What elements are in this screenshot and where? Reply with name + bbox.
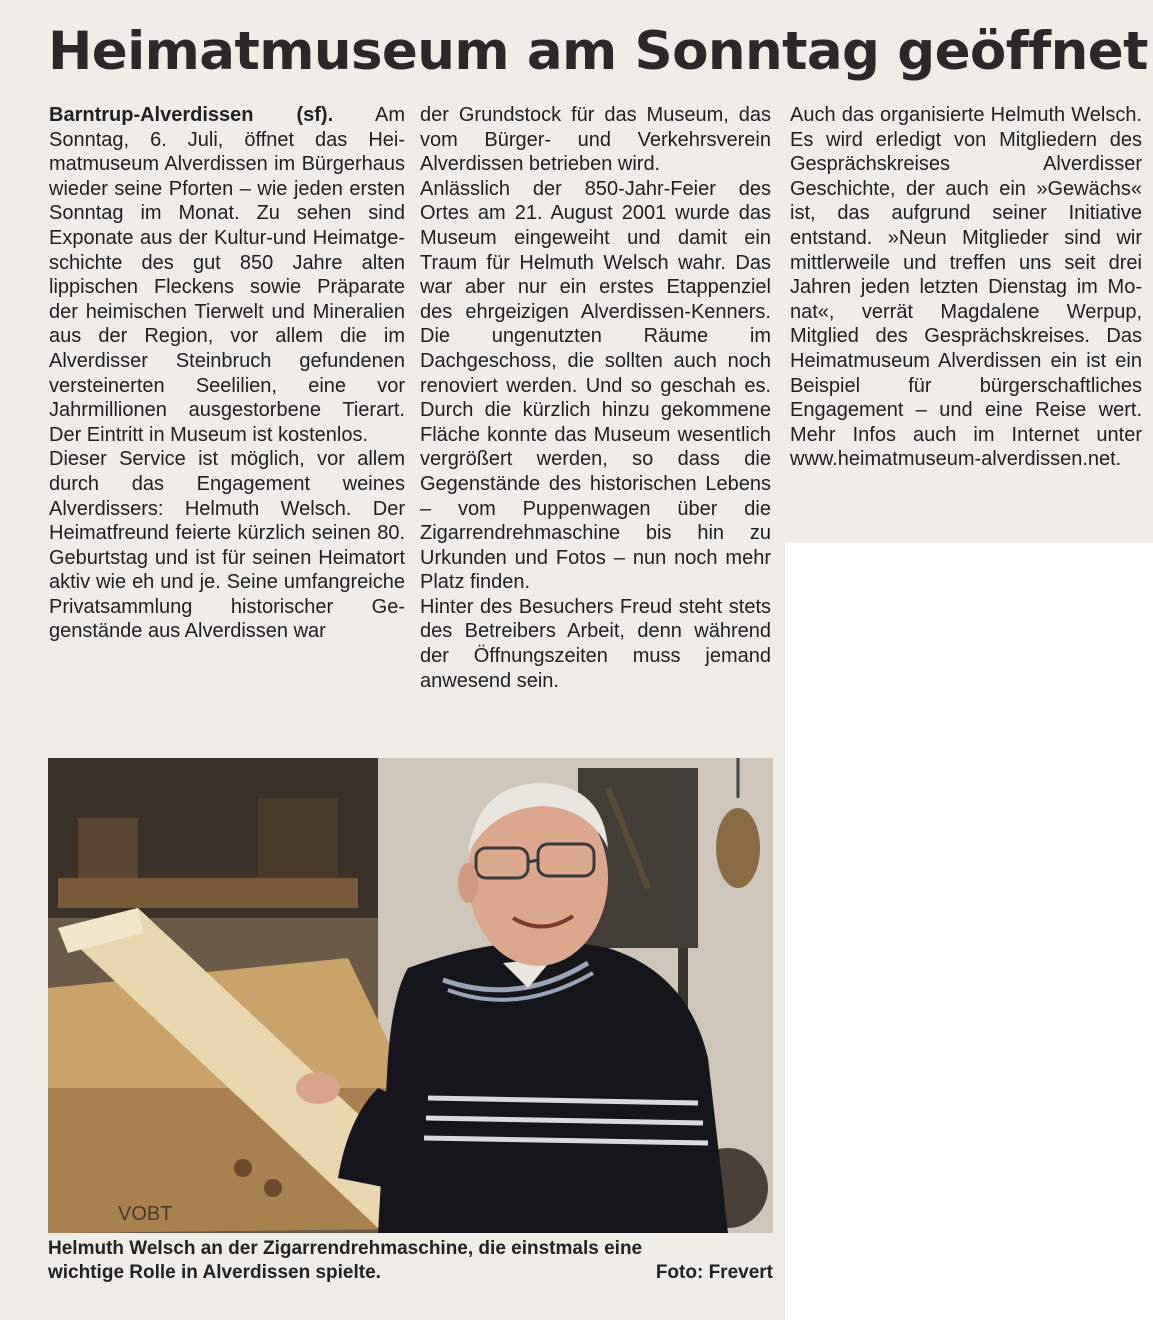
photo-shelf — [58, 878, 358, 908]
photo-machine-knob — [264, 1179, 282, 1197]
photo-machine-marking: VOBT — [118, 1203, 173, 1225]
photo-glasses-bridge — [528, 860, 538, 862]
caption-text: wichtige Rolle in Alverdissen spielte. — [48, 1262, 381, 1283]
photo-wooden-bowl — [716, 808, 760, 888]
headline: Heimatmuseum am Sonntag geöffnet — [48, 21, 1148, 82]
paragraph: Auch das organisierte Helmuth Welsch. Es wird erledigt von Mitgliedern des Gesprächskreises Alverdisser Geschichte, der auch ein »Gewächs« ist, das aufgrund seiner Initiative entstand. »Neun Mitglieder sind wir mittlerweile und treffen uns seit drei Jahren jeden letzten Dienstag im Monat«, verrät Magdalene Werpup, Mitglied des Gesprächskreises. Das Heimatmuseum Alverdissen ein ist ein Beispiel für bürgerschaftliches Engagement – und eine Reise wert. Mehr Infos auch im Internet unter www.heimatmuseum-alverdissen.net. — [790, 104, 1142, 471]
photo-caption — [48, 1237, 773, 1285]
photo-illustration — [48, 758, 773, 1233]
paragraph — [49, 103, 405, 447]
photo-machine-knob — [234, 1159, 252, 1177]
photo-box — [258, 798, 338, 878]
caption-line-1: Helmuth Welsch an der Zigarrendrehmaschine, die einstmals eine — [48, 1238, 643, 1259]
article-column-2 — [420, 103, 771, 693]
paragraph: Anlässlich der 850-Jahr-Feier des Ortes am 21. August 2001 wurde das Museum eingeweiht und damit ein Traum für Helmuth Welsch wahr. Das war aber nur ein erstes Etappenziel des ehrgeizigen Alverdissen-Kenners. Die ungenutzten Räume im Dachgeschoss, die sollten auch noch renoviert werden. Und so geschah es. Durch die kürzlich hinzu gekommene Fläche konnte das Museum wesentlich vergrößert werden, so dass die Gegenstände des historischen Lebens – vom Puppenwagen über die Zigarrendrehmaschine bis hin zu Urkunden und Fotos – nun noch mehr Platz finden. — [420, 177, 771, 594]
paragraph: Hinter des Besuchers Freud steht stets des Betreibers Arbeit, denn während der Öffnungszeiten muss jemand anwesend sein. — [420, 595, 771, 692]
photo-ear — [458, 863, 478, 903]
photo-credit: Foto: Frevert — [655, 1262, 773, 1283]
article-column-3 — [790, 103, 1142, 472]
paragraph-text: Am Sonntag, 6. Juli, öffnet das Heimatmuseum Alverdissen im Bürgerhaus wieder seine Pforten – wie jeden ersten Sonntag im Monat. Zu sehen sind Exponate aus der Kultur-und Heimatgeschichte des gut 850 Jahre alten lippischen Fleckens sowie Präparate der heimischen Tierwelt und Mineralien aus der Region, vor allem die im Alverdisser Steinbruch gefundenen versteinerten Seelilien, eine vor Jahrmillionen ausgestorbene Tierart. Der Eintritt in Museum ist kostenlos. — [49, 104, 405, 446]
photo-hand — [296, 1072, 340, 1104]
article-photo — [48, 758, 773, 1233]
caption-line-2 — [48, 1261, 773, 1285]
photo-box — [78, 818, 138, 878]
paragraph: Dieser Service ist möglich, vor allem durch das Engagement weines Alverdissers: Helmuth Welsch. Der Heimatfreund feierte kürzlich seinen 80. Geburtstag und ist für seinen Heimatort aktiv wie eh und je. Seine umfangreiche Privatsammlung historischer Gegenstände aus Alverdissen war — [49, 448, 405, 643]
paragraph: der Grundstock für das Museum, das vom Bürger- und Verkehrsverein Alverdissen betrieben wird. — [420, 104, 771, 176]
dateline: Barntrup-Alverdissen (sf). — [49, 104, 334, 126]
article-column-1 — [49, 103, 405, 644]
